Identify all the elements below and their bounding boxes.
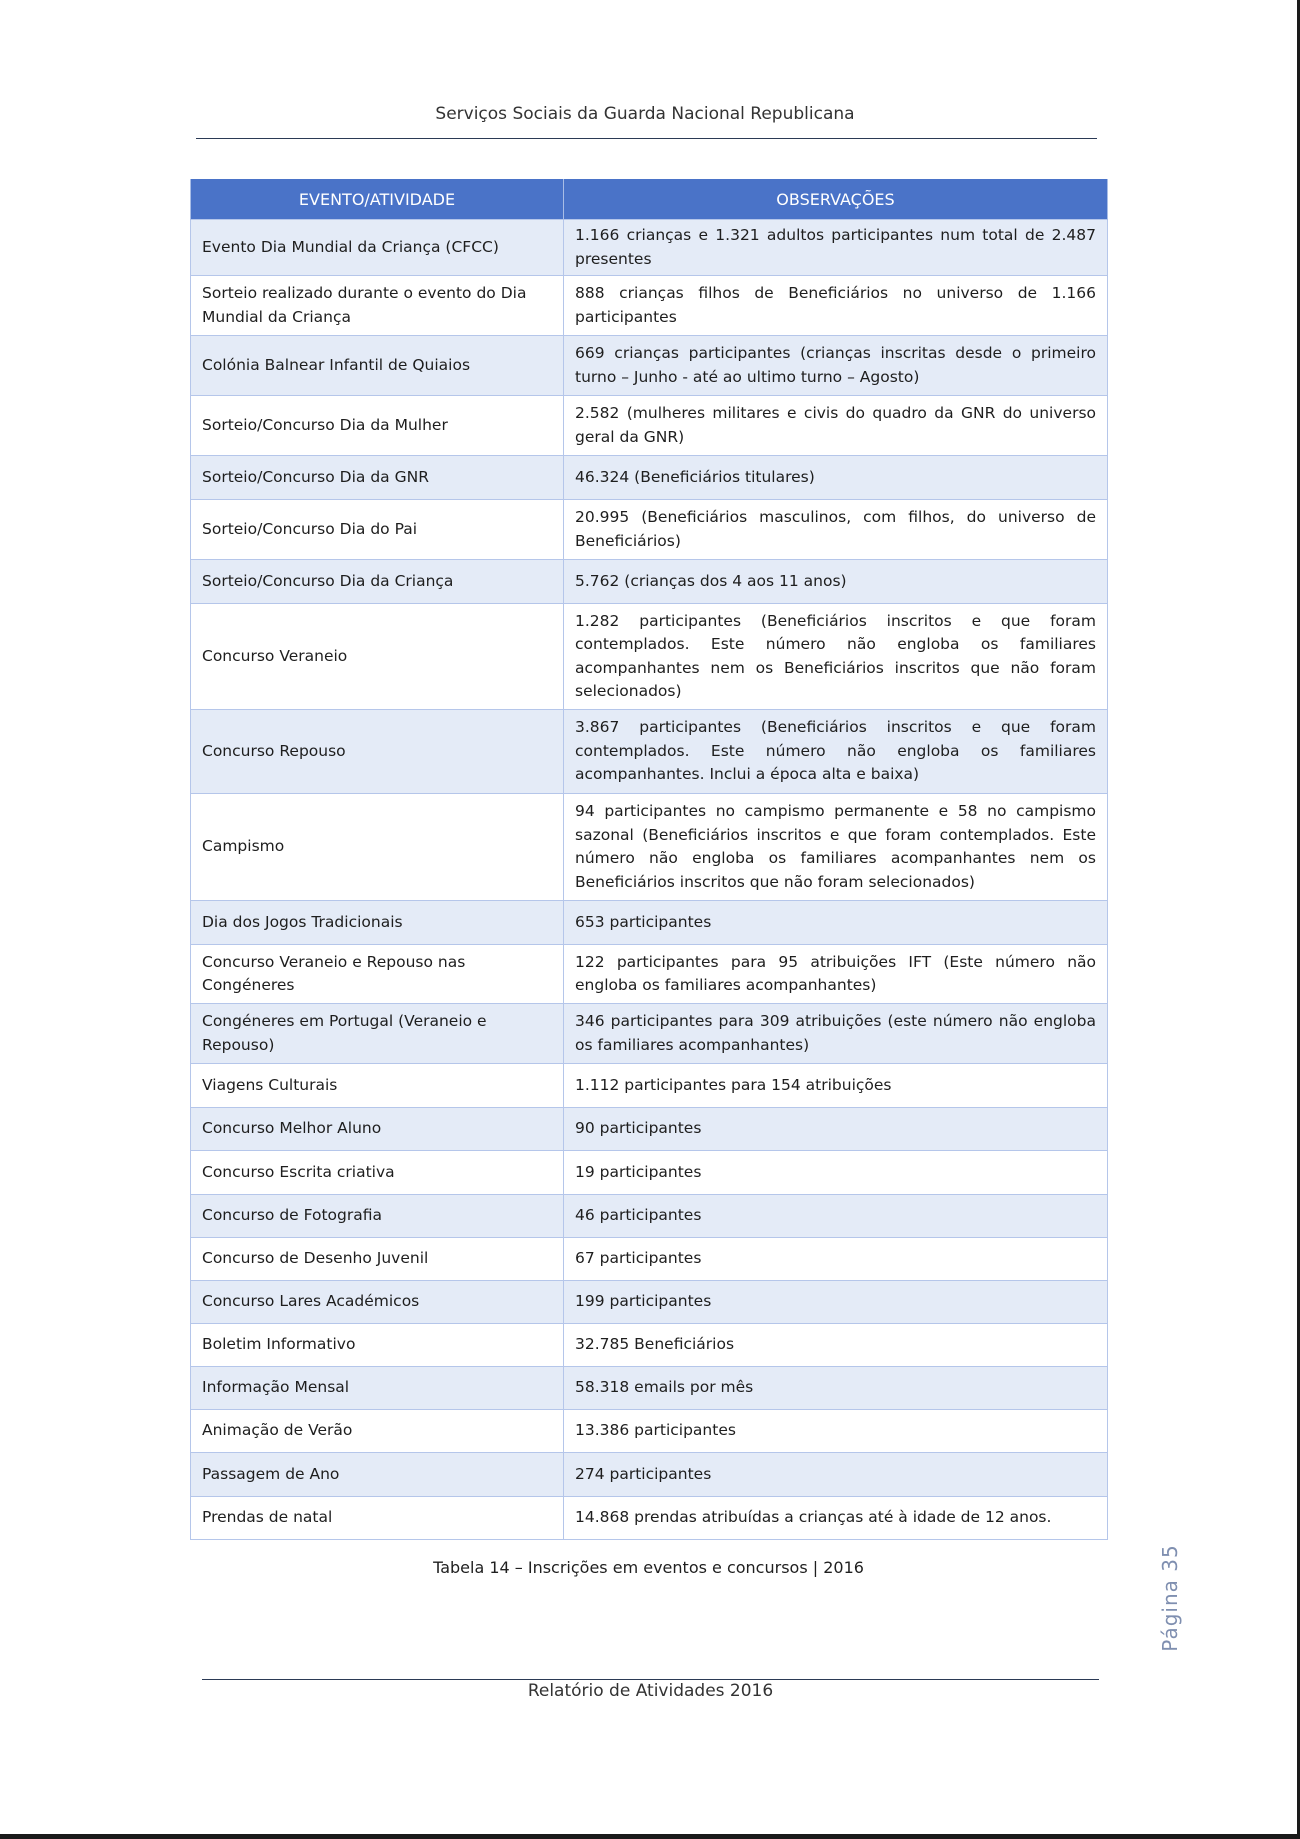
table-row [191,456,1108,500]
event-cell: Concurso de Desenho Juvenil [191,1238,564,1281]
observation-cell: 1.282 participantes (Beneficiários inscritos e que foram contemplados. Este número não engloba os familiares acompanhantes nem os Beneficiários inscritos que não foram selecionados) [564,604,1108,710]
page-number-label: Página 35 [1158,1544,1182,1652]
observation-cell: 274 participantes [564,1453,1108,1497]
table-row [191,1064,1108,1108]
page-header: Serviços Sociais da Guarda Nacional Republicana [435,104,855,124]
event-cell: Animação de Verão [191,1410,564,1453]
table-row [191,710,1108,794]
table-row [191,336,1108,396]
table-row [191,276,1108,336]
table-row [191,1151,1108,1195]
table-caption: Tabela 14 – Inscrições em eventos e concursos | 2016 [433,1558,864,1577]
page-footer: Relatório de Atividades 2016 [527,1681,774,1701]
table-row [191,220,1108,276]
observation-cell: 5.762 (crianças dos 4 aos 11 anos) [564,560,1108,604]
observation-cell: 90 participantes [564,1108,1108,1151]
table-row [191,1238,1108,1281]
observation-cell: 1.166 crianças e 1.321 adultos participantes num total de 2.487 presentes [564,220,1108,276]
table-row [191,1497,1108,1540]
event-cell: Congéneres em Portugal (Veraneio e Repouso) [191,1004,564,1064]
observation-cell: 32.785 Beneficiários [564,1324,1108,1367]
event-cell: Sorteio/Concurso Dia da Mulher [191,396,564,456]
table-header [191,179,1108,220]
table-row [191,500,1108,560]
observation-cell: 94 participantes no campismo permanente e 58 no campismo sazonal (Beneficiários inscritos e que foram contemplados. Este número não engloba os familiares acompanhantes nem os Beneficiários inscritos que não foram selecionados) [564,794,1108,901]
event-cell: Concurso Escrita criativa [191,1151,564,1195]
table-row [191,901,1108,945]
observation-cell: 58.318 emails por mês [564,1367,1108,1410]
table-row [191,1324,1108,1367]
event-cell: Sorteio/Concurso Dia da GNR [191,456,564,500]
event-cell: Concurso Veraneio e Repouso nas Congéneres [191,945,564,1004]
event-cell: Concurso Veraneio [191,604,564,710]
observation-cell: 1.112 participantes para 154 atribuições [564,1064,1108,1108]
footer-divider [202,1679,1099,1680]
event-cell: Colónia Balnear Infantil de Quiaios [191,336,564,396]
table-body [191,220,1108,1540]
table-row [191,1453,1108,1497]
header-divider [196,138,1097,139]
event-cell: Viagens Culturais [191,1064,564,1108]
observation-cell: 199 participantes [564,1281,1108,1324]
observation-cell: 2.582 (mulheres militares e civis do quadro da GNR do universo geral da GNR) [564,396,1108,456]
event-cell: Concurso Repouso [191,710,564,794]
event-cell: Passagem de Ano [191,1453,564,1497]
observation-cell: 122 participantes para 95 atribuições IFT (Este número não engloba os familiares acompanhantes) [564,945,1108,1004]
event-cell: Concurso Lares Académicos [191,1281,564,1324]
event-cell: Informação Mensal [191,1367,564,1410]
event-cell: Concurso Melhor Aluno [191,1108,564,1151]
event-cell: Evento Dia Mundial da Criança (CFCC) [191,220,564,276]
table-row [191,794,1108,901]
observation-cell: 46 participantes [564,1195,1108,1238]
observation-cell: 653 participantes [564,901,1108,945]
observation-cell: 20.995 (Beneficiários masculinos, com filhos, do universo de Beneficiários) [564,500,1108,560]
table-row [191,1367,1108,1410]
observation-cell: 669 crianças participantes (crianças inscritas desde o primeiro turno – Junho - até ao ultimo turno – Agosto) [564,336,1108,396]
table-row [191,396,1108,456]
table-row [191,1281,1108,1324]
observation-cell: 67 participantes [564,1238,1108,1281]
table-row [191,1004,1108,1064]
observation-cell: 14.868 prendas atribuídas a crianças até à idade de 12 anos. [564,1497,1108,1540]
events-table [190,179,1108,1540]
observation-cell: 3.867 participantes (Beneficiários inscritos e que foram contemplados. Este número não engloba os familiares acompanhantes. Inclui a época alta e baixa) [564,710,1108,794]
observation-cell: 19 participantes [564,1151,1108,1195]
observation-cell: 346 participantes para 309 atribuições (este número não engloba os familiares acompanhantes) [564,1004,1108,1064]
event-cell: Campismo [191,794,564,901]
event-cell: Concurso de Fotografia [191,1195,564,1238]
event-cell: Dia dos Jogos Tradicionais [191,901,564,945]
table-row [191,560,1108,604]
table-header-row [191,179,1108,220]
observation-cell: 46.324 (Beneficiários titulares) [564,456,1108,500]
event-cell: Sorteio realizado durante o evento do Dia Mundial da Criança [191,276,564,336]
table-row [191,1195,1108,1238]
column-header-event: EVENTO/ATIVIDADE [191,179,564,220]
observation-cell: 888 crianças filhos de Beneficiários no universo de 1.166 participantes [564,276,1108,336]
table-row [191,1410,1108,1453]
scan-edge-bottom [0,1834,1300,1839]
event-cell: Boletim Informativo [191,1324,564,1367]
event-cell: Sorteio/Concurso Dia da Criança [191,560,564,604]
table-row [191,945,1108,1004]
table-row [191,1108,1108,1151]
observation-cell: 13.386 participantes [564,1410,1108,1453]
event-cell: Sorteio/Concurso Dia do Pai [191,500,564,560]
table-row [191,604,1108,710]
event-cell: Prendas de natal [191,1497,564,1540]
column-header-observations: OBSERVAÇÕES [564,179,1108,220]
